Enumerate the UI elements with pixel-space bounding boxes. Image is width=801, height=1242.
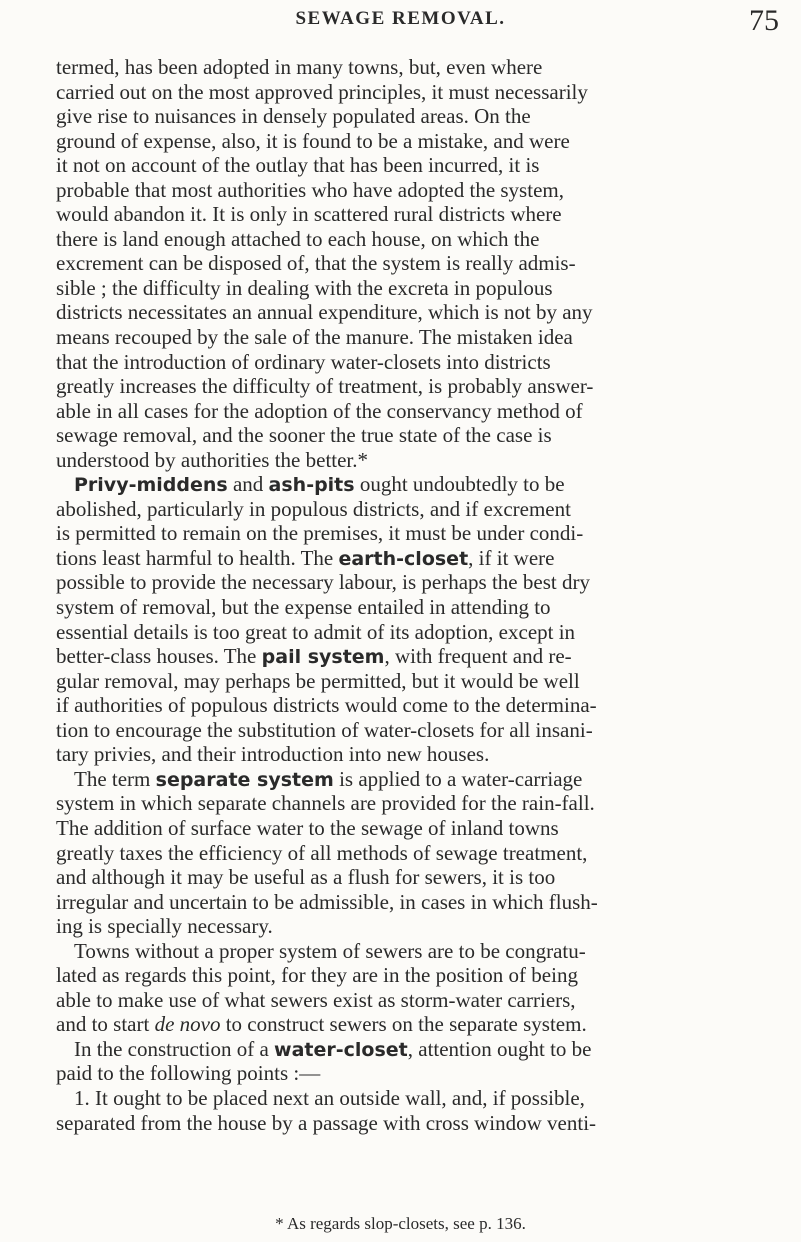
- text-line: able in all cases for the adoption of the conservancy method of: [56, 398, 583, 423]
- text-line: paid to the following points :—: [56, 1061, 321, 1086]
- text-line: The term separate system is applied to a water-carriage: [74, 766, 583, 791]
- text-line: able to make use of what sewers exist as storm-water carriers,: [56, 987, 576, 1012]
- text-line: give rise to nuisances in densely populated areas. On the: [56, 104, 531, 129]
- text-line: essential details is too great to admit of its adoption, except in: [56, 619, 576, 644]
- text-line: it not on account of the outlay that has been incurred, it is: [56, 153, 540, 178]
- text-line: gular removal, may perhaps be permitted, but it would be well: [56, 668, 580, 693]
- text-line: termed, has been adopted in many towns, but, even where: [56, 55, 543, 79]
- text-line: system in which separate channels are provided for the rain-fall.: [56, 791, 595, 816]
- text-line: system of removal, but the expense entailed in attending to: [56, 595, 551, 620]
- text-line: would abandon it. It is only in scattered rural districts where: [56, 202, 562, 227]
- term-earth-closet: earth-closet: [338, 547, 469, 570]
- text-line: greatly increases the difficulty of treatment, is probably answer-: [56, 374, 594, 399]
- term-water-closet: water-closet: [274, 1038, 408, 1061]
- text-line: tions least harmful to health. The earth-closet, if it were: [56, 545, 555, 570]
- footnote: * As regards slop-closets, see p. 136.: [275, 1214, 526, 1233]
- text-line: The addition of surface water to the sewage of inland towns: [56, 815, 559, 840]
- text-line: and to start de novo to construct sewers on the separate system.: [56, 1012, 587, 1037]
- text-line: that the introduction of ordinary water-closets into districts: [56, 349, 551, 374]
- page-number: 75: [749, 4, 779, 37]
- text-line: means recouped by the sale of the manure. The mistaken idea: [56, 325, 573, 350]
- text-line: greatly taxes the efficiency of all methods of sewage treatment,: [56, 840, 588, 865]
- text-line: tary privies, and their introduction into new houses.: [56, 742, 490, 767]
- text-line: 1. It ought to be placed next an outside wall, and, if possible,: [74, 1085, 585, 1110]
- text-line: abolished, particularly in populous districts, and if excrement: [56, 496, 571, 521]
- text-line: probable that most authorities who have adopted the system,: [56, 177, 564, 202]
- text-line: ground of expense, also, it is found to be a mistake, and were: [56, 128, 570, 153]
- term-ash-pits: ash-pits: [268, 474, 355, 497]
- text-line: carried out on the most approved principles, it must necessarily: [56, 79, 588, 104]
- text-line: possible to provide the necessary labour, is perhaps the best dry: [56, 570, 590, 595]
- body-text: [56, 55, 764, 1135]
- text-line: is permitted to remain on the premises, it must be under condi-: [56, 521, 584, 546]
- text-line: In the construction of a water-closet, attention ought to be: [74, 1036, 592, 1061]
- text-line: and although it may be useful as a flush for sewers, it is too: [56, 865, 556, 890]
- text-line: excrement can be disposed of, that the system is really admis-: [56, 251, 576, 276]
- text-line: Towns without a proper system of sewers are to be congratu-: [74, 938, 586, 963]
- text-line: ing is specially necessary.: [56, 914, 273, 939]
- text-line: if authorities of populous districts would come to the determina-: [56, 693, 597, 718]
- text-line: there is land enough attached to each house, on which the: [56, 226, 540, 251]
- latin-phrase: de novo: [154, 1012, 221, 1037]
- text-line: lated as regards this point, for they are in the position of being: [56, 963, 578, 988]
- text-line: districts necessitates an annual expenditure, which is not by any: [56, 300, 593, 325]
- text-line: sible ; the difficulty in dealing with the excreta in populous: [56, 275, 553, 300]
- term-privy-middens: Privy-middens: [74, 474, 228, 497]
- text-line: sewage removal, and the sooner the true state of the case is: [56, 423, 552, 448]
- term-pail-system: pail system: [261, 646, 385, 669]
- text-line: understood by authorities the better.*: [56, 447, 369, 472]
- running-title: SEWAGE REMOVAL.: [295, 8, 506, 29]
- term-separate-system: separate system: [155, 768, 334, 791]
- text-line: irregular and uncertain to be admissible, in cases in which flush-: [56, 889, 598, 914]
- text-line: Privy-middens and ash-pits ought undoubtedly to be: [74, 472, 565, 497]
- text-line: tion to encourage the substitution of water-closets for all insani-: [56, 717, 593, 742]
- page-header: [0, 0, 801, 40]
- text-line: better-class houses. The pail system, with frequent and re-: [56, 644, 572, 669]
- text-line: separated from the house by a passage with cross window venti-: [56, 1110, 597, 1135]
